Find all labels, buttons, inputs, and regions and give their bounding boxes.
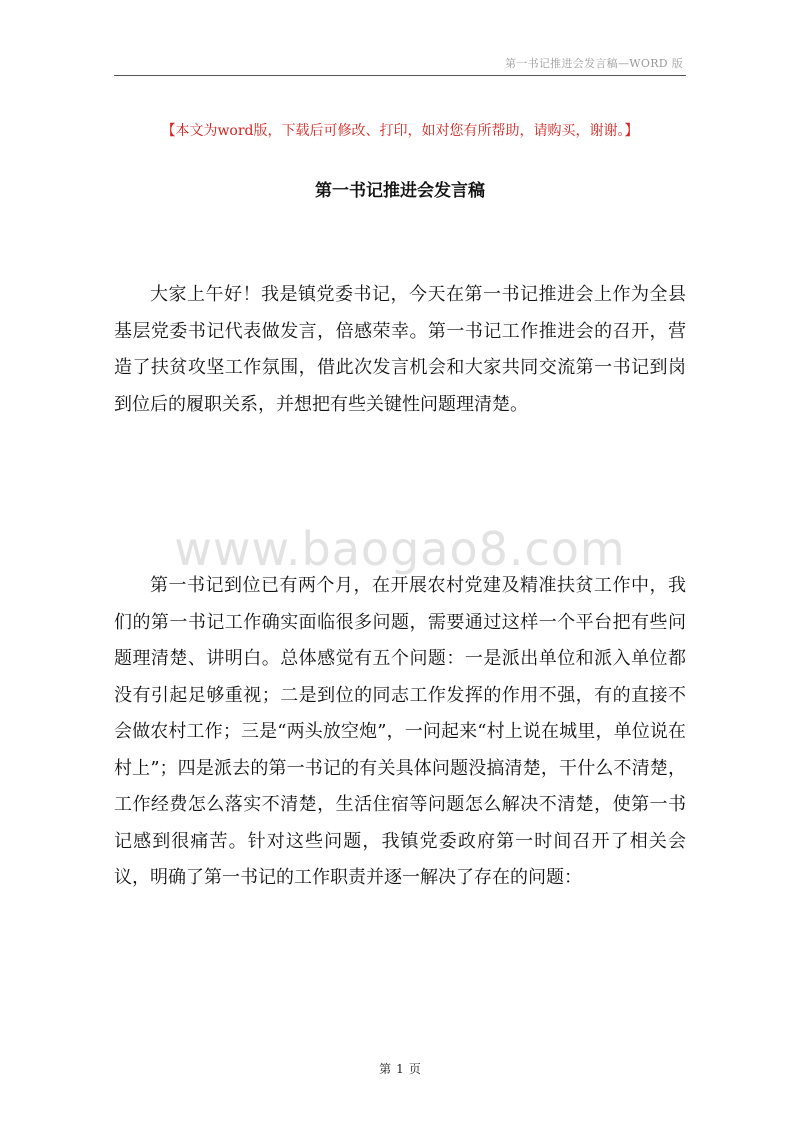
document-title: 第一书记推进会发言稿 [315,181,485,201]
paragraph-2: 第一书记到位已有两个月，在开展农村党建及精准扶贫工作中，我们的第一书记工作确实面临很多问题，需要通过这样一个平台把有些问题理清楚、讲明白。总体感觉有五个问题：一是派出单位和派入单位都没有引起足够重视；二是到位的同志工作发挥的作用不强，有的直接不会做农村工作；三是“两头放空炮”，一问起来“村上说在城里，单位说在村上”；四是派去的第一书记的有关具体问题没搞清楚，干什么不清楚，工作经费怎么落实不清楚，生活住宿等问题怎么解决不清楚，使第一书记感到很痛苦。针对这些问题，我镇党委政府第一时间召开了相关会议，明确了第一书记的工作职责并逐一解决了存在的问题： [114,575,686,888]
page-suffix: 页 [408,1062,421,1076]
paragraph-1: 大家上午好！我是镇党委书记，今天在第一书记推进会上作为全县基层党委书记代表做发言，倍感荣幸。第一书记工作推进会的召开，营造了扶贫攻坚工作氛围，借此次发言机会和大家共同交流第一书记到岗到位后的履职关系，并想把有些关键性问题理清楚。 [114,284,686,415]
page-prefix: 第 [379,1062,392,1076]
page-number: 1 [396,1062,404,1076]
header-divider [114,75,686,76]
purchase-notice: 【本文为word版，下载后可修改、打印，如对您有所帮助，请购买，谢谢。】 [161,123,639,139]
watermark: www.baogao8.com [174,522,626,576]
running-header: 第一书记推进会发言稿—WORD 版 [504,57,683,70]
page-footer [0,1060,800,1077]
